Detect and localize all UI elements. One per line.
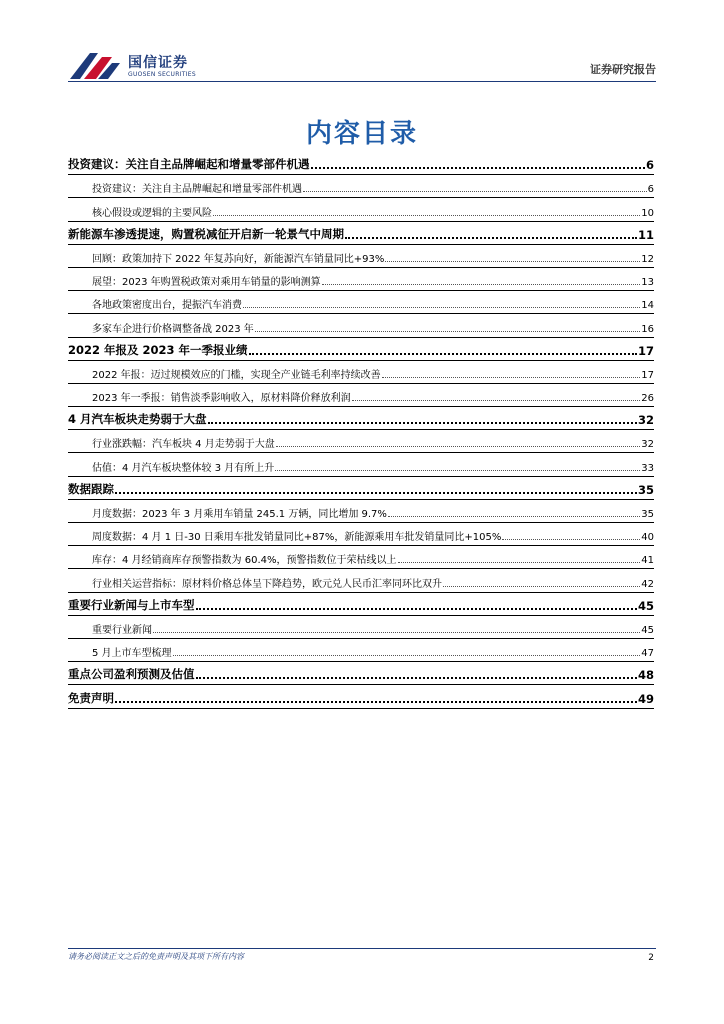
toc-entry-page: 42 xyxy=(641,578,654,590)
toc-subsection-entry[interactable] xyxy=(68,616,654,639)
toc-leader-dots xyxy=(255,331,640,332)
toc-leader-dots xyxy=(208,422,637,424)
toc-entry-page: 6 xyxy=(647,184,654,196)
toc-entry-label: 重要行业新闻与上市车型 xyxy=(68,597,195,612)
toc-leader-dots xyxy=(345,237,637,239)
toc-section-entry[interactable] xyxy=(68,477,654,500)
toc-leader-dots xyxy=(243,307,640,308)
toc-entry-page: 13 xyxy=(641,277,654,289)
toc-leader-dots xyxy=(115,701,637,703)
toc-subsection-entry[interactable] xyxy=(68,175,654,198)
toc-subsection-entry[interactable] xyxy=(68,384,654,407)
toc-leader-dots xyxy=(398,562,641,563)
toc-entry-page: 26 xyxy=(641,393,654,405)
toc-entry-page: 17 xyxy=(637,343,654,358)
toc-leader-dots xyxy=(196,677,637,679)
toc-entry-page: 12 xyxy=(641,253,654,265)
toc-entry-label: 投资建议：关注自主品牌崛起和增量零部件机遇 xyxy=(68,157,310,172)
toc-section-entry[interactable] xyxy=(68,407,654,430)
toc-title: 内容目录 xyxy=(305,119,418,149)
toc-entry-label: 投资建议：关注自主品牌崛起和增量零部件机遇 xyxy=(92,184,302,196)
toc-subsection-entry[interactable] xyxy=(68,198,654,221)
toc-section-entry[interactable] xyxy=(68,152,654,175)
toc-entry-label: 免责声明 xyxy=(68,690,114,705)
toc-entry-label: 重点公司盈利预测及估值 xyxy=(68,667,195,682)
report-type-label: 证券研究报告 xyxy=(590,63,656,76)
toc-entry-page: 32 xyxy=(637,413,654,428)
toc-entry-label: 新能源车渗透提速，购置税减征开启新一轮景气中周期 xyxy=(68,226,344,241)
toc-subsection-entry[interactable] xyxy=(68,546,654,569)
footer-divider xyxy=(68,948,656,949)
toc-entry-label: 2023 年一季报：销售淡季影响收入，原材料降价释放利润 xyxy=(92,393,351,405)
toc-section-entry[interactable] xyxy=(68,338,654,361)
toc-subsection-entry[interactable] xyxy=(68,361,654,384)
toc-entry-page: 11 xyxy=(637,227,654,242)
toc-entry-label: 2022 年报：迈过规模效应的门槛，实现全产业链毛利率持续改善 xyxy=(92,369,381,381)
toc-subsection-entry[interactable] xyxy=(68,291,654,314)
toc-leader-dots xyxy=(276,446,641,447)
brand-name-cn: 国信证券 xyxy=(128,55,188,71)
toc-leader-dots xyxy=(311,167,645,169)
toc-entry-page: 14 xyxy=(641,300,654,312)
toc-section-entry[interactable] xyxy=(68,662,654,685)
toc-entry-label: 2022 年报及 2023 年一季报业绩 xyxy=(68,342,248,357)
toc-entry-label: 核心假设或逻辑的主要风险 xyxy=(92,207,212,219)
toc-entry-label: 周度数据：4 月 1 日-30 日乘用车批发销量同比+87%，新能源乘用车批发销量同比+105% xyxy=(92,532,502,544)
toc-leader-dots xyxy=(115,492,637,494)
toc-section-entry[interactable] xyxy=(68,593,654,616)
toc-entry-page: 6 xyxy=(645,158,654,173)
toc-leader-dots xyxy=(382,377,641,378)
toc-entry-page: 49 xyxy=(637,691,654,706)
toc-entry-label: 多家车企进行价格调整备战 2023 年 xyxy=(92,323,254,335)
toc-leader-dots xyxy=(213,215,640,216)
toc-subsection-entry[interactable] xyxy=(68,523,654,546)
toc-leader-dots xyxy=(322,284,641,285)
toc-entry-page: 41 xyxy=(641,555,654,567)
disclaimer-note: 请务必阅读正文之后的免责声明及其项下所有内容 xyxy=(68,952,244,961)
toc-entry-label: 各地政策密度出台，提振汽车消费 xyxy=(92,300,242,312)
toc-section-entry[interactable] xyxy=(68,685,654,708)
toc-leader-dots xyxy=(303,191,647,192)
toc-entry-label: 回顾：政策加持下 2022 年复苏向好，新能源汽车销量同比+93% xyxy=(92,253,385,265)
toc-leader-dots xyxy=(196,608,637,610)
toc-subsection-entry[interactable] xyxy=(68,245,654,268)
toc-entry-label: 重要行业新闻 xyxy=(92,624,152,636)
toc-entry-page: 35 xyxy=(637,482,654,497)
guosen-logo-mark-icon xyxy=(68,49,124,83)
toc-entry-page: 16 xyxy=(641,323,654,335)
toc-leader-dots xyxy=(249,353,637,355)
toc-subsection-entry[interactable] xyxy=(68,639,654,662)
toc-entry-page: 47 xyxy=(641,648,654,660)
toc-entry-page: 45 xyxy=(641,624,654,636)
toc-leader-dots xyxy=(352,400,641,401)
toc-entry-label: 库存：4 月经销商库存预警指数为 60.4%，预警指数位于荣枯线以上 xyxy=(92,555,397,567)
toc-entry-label: 4 月汽车板块走势弱于大盘 xyxy=(68,412,207,427)
toc-subsection-entry[interactable] xyxy=(68,314,654,337)
toc-leader-dots xyxy=(275,470,640,471)
toc-leader-dots xyxy=(388,516,640,517)
brand-name-en: GUOSEN SECURITIES xyxy=(128,71,197,78)
toc-subsection-entry[interactable] xyxy=(68,500,654,523)
toc-subsection-entry[interactable] xyxy=(68,268,654,291)
toc-entry-page: 10 xyxy=(641,207,654,219)
toc-entry-label: 行业相关运营指标：原材料价格总体呈下降趋势，欧元兑人民币汇率同环比双升 xyxy=(92,578,442,590)
toc-section-entry[interactable] xyxy=(68,222,654,245)
toc-entry-label: 行业涨跌幅：汽车板块 4 月走势弱于大盘 xyxy=(92,439,275,451)
toc-leader-dots xyxy=(153,632,640,633)
toc-entry-page: 32 xyxy=(641,439,654,451)
toc-leader-dots xyxy=(443,586,640,587)
toc-entry-label: 展望：2023 年购置税政策对乘用车销量的影响测算 xyxy=(92,277,321,289)
table-of-contents xyxy=(68,152,654,709)
toc-entry-page: 33 xyxy=(641,462,654,474)
toc-entry-page: 17 xyxy=(641,369,654,381)
toc-entry-label: 数据跟踪 xyxy=(68,481,114,496)
toc-subsection-entry[interactable] xyxy=(68,569,654,592)
toc-leader-dots xyxy=(385,261,640,262)
toc-leader-dots xyxy=(502,539,640,540)
toc-subsection-entry[interactable] xyxy=(68,430,654,453)
header-divider xyxy=(68,81,656,82)
toc-entry-label: 5 月上市车型梳理 xyxy=(92,648,172,660)
toc-leader-dots xyxy=(173,655,641,656)
toc-entry-label: 估值：4 月汽车板块整体较 3 月有所上升 xyxy=(92,462,275,474)
toc-subsection-entry[interactable] xyxy=(68,453,654,476)
toc-entry-page: 40 xyxy=(641,532,654,544)
toc-entry-page: 45 xyxy=(637,598,654,613)
toc-entry-label: 月度数据：2023 年 3 月乘用车销量 245.1 万辆，同比增加 9.7% xyxy=(92,509,387,520)
page-number: 2 xyxy=(648,953,654,963)
toc-entry-page: 48 xyxy=(637,668,654,683)
toc-entry-page: 35 xyxy=(641,509,654,520)
